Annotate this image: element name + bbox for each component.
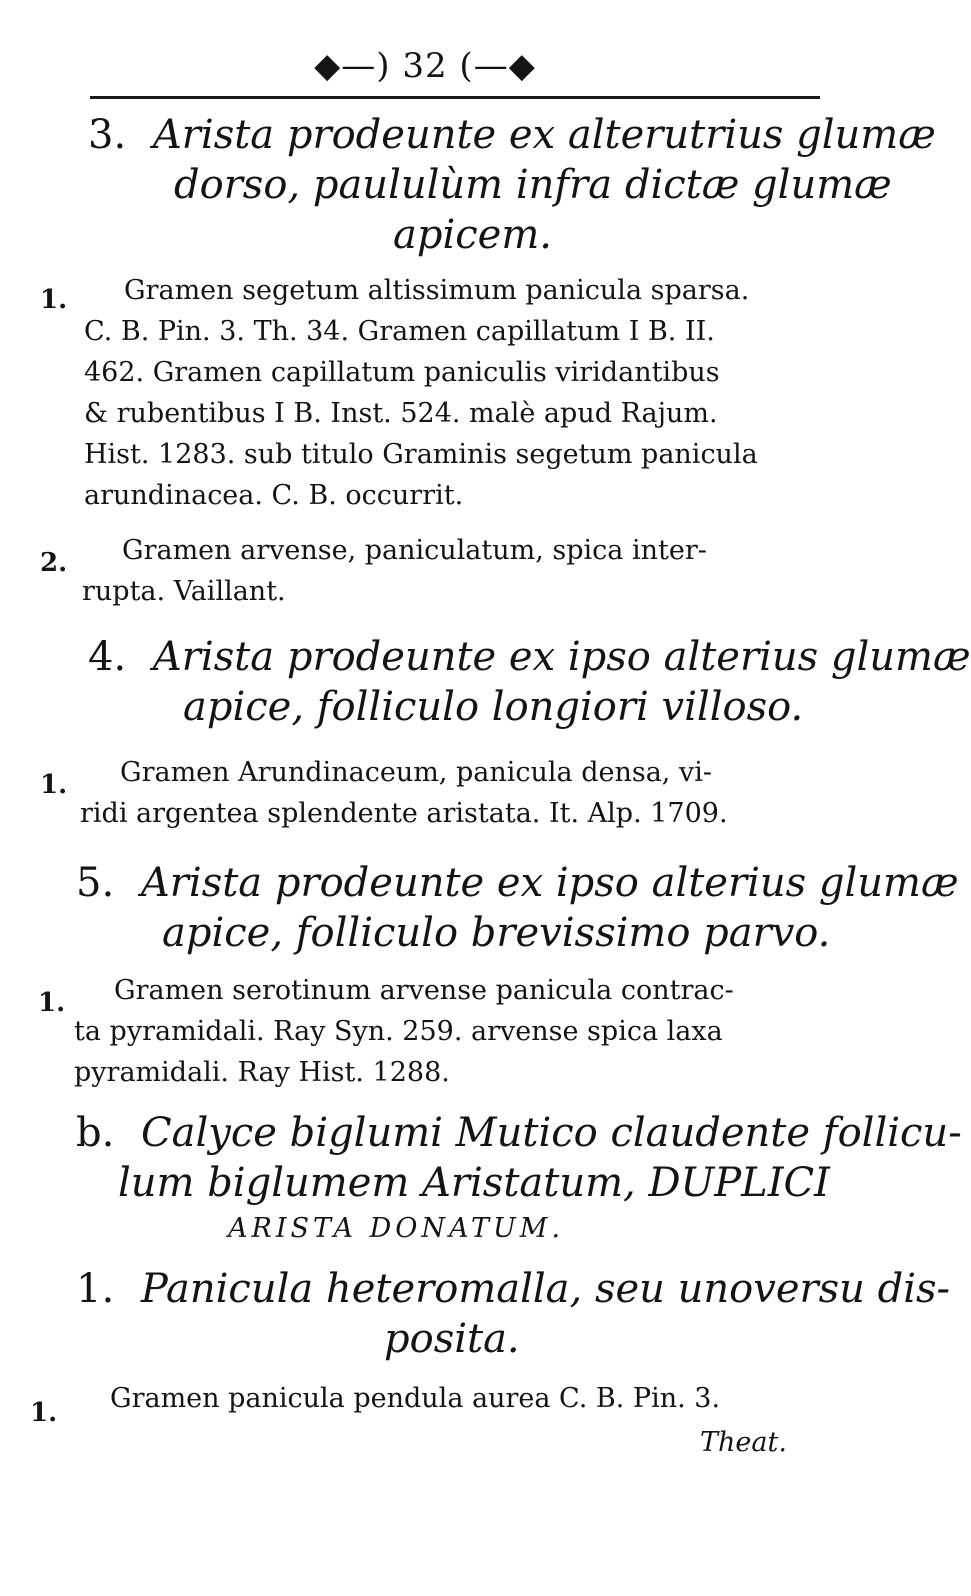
entry-number: 2. (40, 548, 68, 578)
entry-line: pyramidali. Ray Hist. 1288. (74, 1057, 450, 1088)
entry-line: ridi argentea splendente aristata. It. Alp. 1709. (80, 798, 728, 829)
entry-number: 1. (38, 988, 66, 1018)
entry-line: Gramen arvense, paniculatum, spica inter- (122, 535, 707, 566)
section-line: Panicula heteromalla, seu unoversu dis- (140, 1266, 951, 1312)
section-line: apice, folliculo longiori villoso. (183, 684, 804, 730)
section-line: Arista prodeunte ex ipso alterius glumæ (140, 860, 959, 906)
entry-line: rupta. Vaillant. (82, 576, 286, 607)
entry-line: Gramen Arundinaceum, panicula densa, vi- (120, 757, 712, 788)
section-line: dorso, paululùm infra dictæ glumæ (174, 162, 892, 208)
section-line: Arista prodeunte ex alterutrius glumæ (152, 112, 936, 158)
page-header: ◆—) 32 (—◆ (314, 46, 536, 86)
section-line: posita. (384, 1316, 520, 1362)
section-line: Calyce biglumi Mutico claudente follicu- (141, 1110, 962, 1156)
entry-number: 1. (30, 1398, 58, 1428)
entry-line: C. B. Pin. 3. Th. 34. Gramen capillatum I B. II. (84, 316, 715, 347)
section-line: lum biglumem Aristatum, DUPLICI (118, 1160, 830, 1206)
section-number: 5. (76, 860, 115, 906)
section-line: ARISTA DONATUM. (228, 1213, 565, 1244)
entry-number: 1. (40, 770, 68, 800)
entry-line: Theat. (700, 1427, 787, 1458)
entry-line: Gramen serotinum arvense panicula contrac- (114, 975, 734, 1006)
section-number: 3. (88, 112, 127, 158)
entry-line: 462. Gramen capillatum paniculis viridantibus (84, 357, 720, 388)
entry-number: 1. (40, 285, 68, 315)
entry-line: ta pyramidali. Ray Syn. 259. arvense spica laxa (74, 1016, 723, 1047)
entry-line: Gramen segetum altissimum panicula sparsa. (124, 275, 750, 306)
section-number: 1. (76, 1266, 115, 1312)
section-line: apice, folliculo brevissimo parvo. (162, 910, 831, 956)
section-line: apicem. (393, 212, 552, 258)
entry-line: Gramen panicula pendula aurea C. B. Pin. 3. (110, 1383, 721, 1414)
section-number: 4. (88, 634, 127, 680)
entry-line: arundinacea. C. B. occurrit. (84, 480, 464, 511)
section-number: b. (76, 1110, 115, 1156)
header-rule (90, 96, 820, 99)
entry-line: Hist. 1283. sub titulo Graminis segetum panicula (84, 439, 758, 470)
section-line: Arista prodeunte ex ipso alterius glumæ (152, 634, 971, 680)
entry-line: & rubentibus I B. Inst. 524. malè apud Rajum. (84, 398, 718, 429)
